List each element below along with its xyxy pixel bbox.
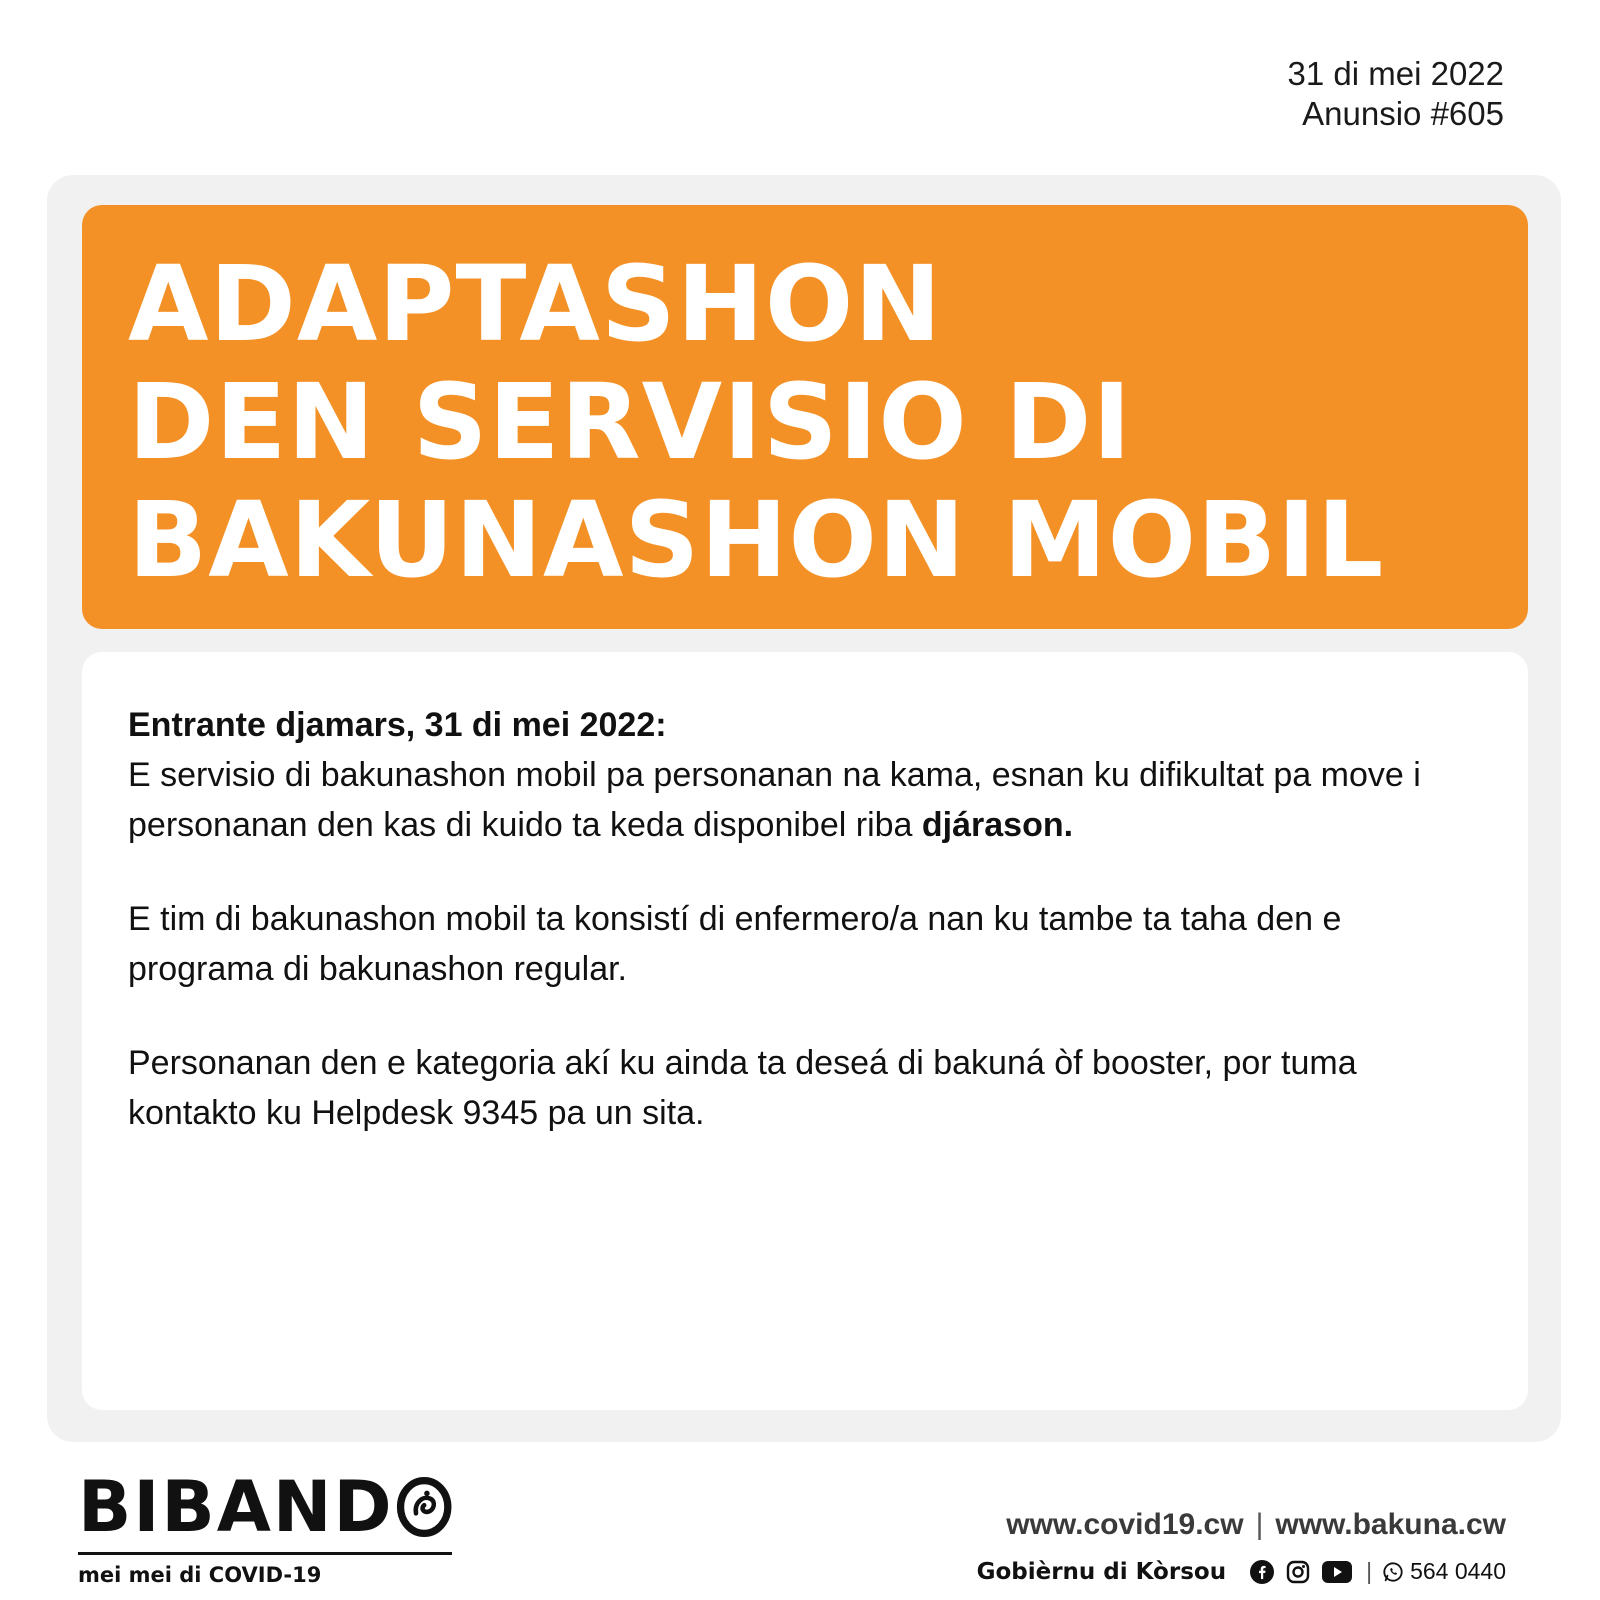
footer-links bbox=[977, 1508, 1506, 1542]
bibando-logo bbox=[78, 1468, 452, 1587]
footer-contact bbox=[977, 1508, 1506, 1585]
government-name: Gobièrnu di Kòrsou bbox=[976, 1558, 1227, 1585]
contact-separator: | bbox=[1366, 1558, 1373, 1584]
title-line-3: BAKUNASHON MOBIL bbox=[128, 479, 1385, 601]
logo-text: BIBAND bbox=[78, 1466, 394, 1548]
paragraph-1-bold: djárason. bbox=[921, 806, 1074, 844]
phone-contact bbox=[1382, 1558, 1506, 1585]
lead-text: Entrante djamars, 31 di mei 2022: bbox=[128, 706, 667, 744]
paragraph-1-text: E servisio di bakunashon mobil pa personanan na kama, esnan ku difikultat pa move i personanan den kas di kuido ta keda disponibel riba bbox=[128, 756, 1421, 844]
title-line-1: ADAPTASHON bbox=[128, 243, 943, 365]
logo-o-icon bbox=[396, 1474, 452, 1540]
logo-tagline: mei mei di COVID-19 bbox=[78, 1563, 322, 1587]
paragraph-1 bbox=[128, 750, 1488, 850]
logo-divider bbox=[78, 1552, 452, 1555]
page-title bbox=[128, 245, 1384, 599]
paragraph-3: Personanan den e kategoria akí ku ainda ta deseá di bakuná òf booster, por tuma kontakto ku Helpdesk 9345 pa un sita. bbox=[128, 1044, 1357, 1132]
announcement-meta bbox=[1288, 54, 1504, 134]
content-panel bbox=[82, 652, 1528, 1410]
whatsapp-icon bbox=[1382, 1561, 1404, 1583]
announcement-number: Anunsio #605 bbox=[1302, 95, 1504, 132]
title-banner bbox=[82, 205, 1528, 629]
government-line bbox=[977, 1558, 1506, 1585]
covid19-link[interactable]: www.covid19.cw bbox=[1006, 1508, 1244, 1541]
logo-wordmark bbox=[78, 1468, 452, 1546]
social-icons bbox=[1250, 1560, 1352, 1584]
announcement-date: 31 di mei 2022 bbox=[1287, 55, 1504, 92]
youtube-icon[interactable] bbox=[1322, 1561, 1352, 1583]
title-line-2: DEN SERVISIO DI bbox=[128, 361, 1133, 483]
facebook-icon[interactable] bbox=[1250, 1560, 1274, 1584]
paragraph-2: E tim di bakunashon mobil ta konsistí di enfermero/a nan ku tambe ta taha den e programa di bakunashon regular. bbox=[128, 900, 1342, 988]
link-separator: | bbox=[1255, 1508, 1264, 1541]
phone-number: 564 0440 bbox=[1410, 1558, 1506, 1584]
announcement-text bbox=[128, 700, 1488, 1182]
instagram-icon[interactable] bbox=[1286, 1560, 1310, 1584]
bakuna-link[interactable]: www.bakuna.cw bbox=[1275, 1508, 1506, 1541]
